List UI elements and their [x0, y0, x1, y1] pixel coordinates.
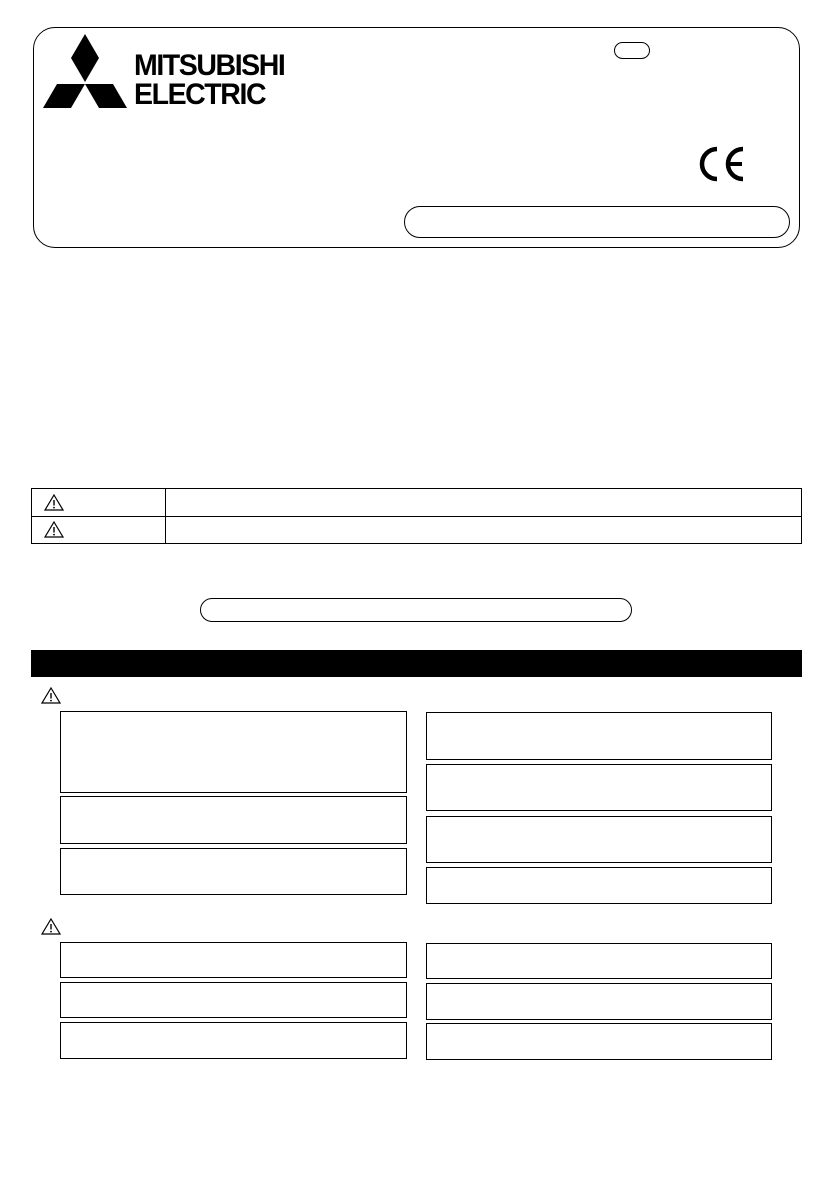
three-diamonds-logo-icon — [42, 34, 128, 110]
symbol-row-caution — [32, 516, 801, 543]
brand-name-line1: MITSUBISHI — [134, 49, 285, 82]
warning-triangle-icon — [41, 687, 61, 704]
warning-note-box — [426, 816, 772, 863]
ce-mark-icon — [695, 146, 747, 182]
section-title-pill — [200, 598, 632, 622]
caution-note-box — [426, 1023, 772, 1060]
warning-triangle-icon — [44, 494, 64, 511]
caution-note-box — [426, 983, 772, 1020]
warning-triangle-icon — [41, 918, 61, 935]
warning-note-box — [60, 848, 407, 895]
caution-note-box — [426, 943, 772, 979]
warning-note-box — [426, 764, 772, 811]
brand-name-line2: ELECTRIC — [134, 78, 266, 111]
caution-note-box — [60, 942, 407, 978]
symbol-row-warning — [32, 489, 801, 517]
caution-note-box — [60, 1022, 407, 1059]
section-header-bar — [31, 650, 802, 677]
warning-note-box — [60, 711, 407, 793]
warning-note-box — [426, 712, 772, 760]
warning-note-box — [60, 796, 407, 844]
symbol-cell — [32, 489, 166, 516]
warning-triangle-icon — [44, 521, 64, 538]
caution-note-box — [60, 982, 407, 1018]
symbol-cell — [32, 516, 166, 543]
symbol-explanation-table — [31, 488, 802, 544]
warning-note-box — [426, 867, 772, 904]
language-badge — [614, 42, 650, 59]
model-name-field — [404, 206, 790, 238]
